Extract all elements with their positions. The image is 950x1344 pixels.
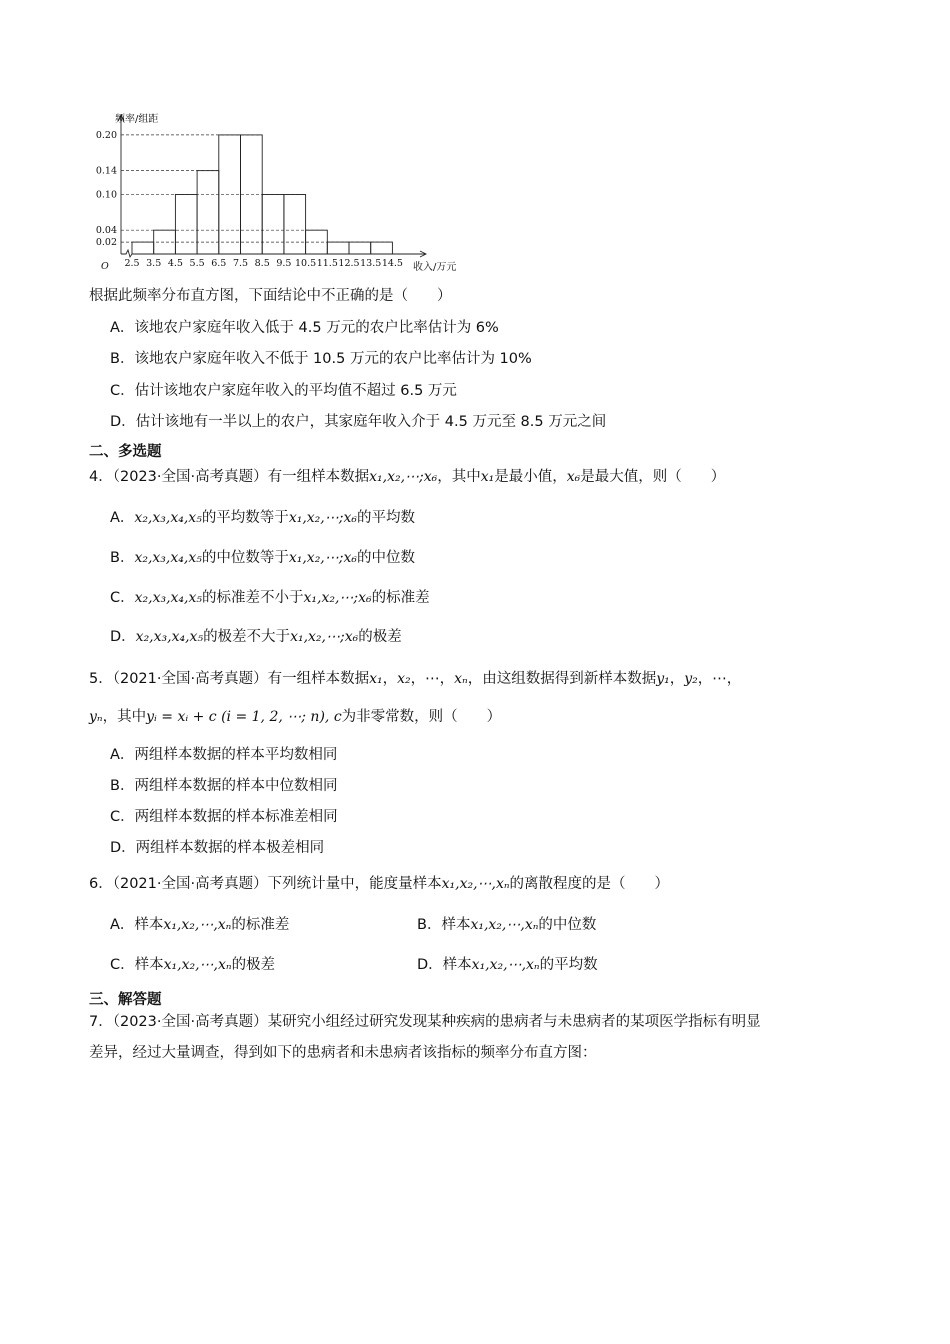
income-histogram [88, 105, 478, 277]
q6-option-a[interactable] [110, 915, 289, 935]
q6-stem-text: 下列统计量中，能度量样本 [267, 876, 442, 892]
histogram-bar [262, 194, 284, 254]
x-tick-label: 10.5 [295, 258, 317, 269]
option-label: C． [110, 590, 135, 606]
histogram-bar [349, 242, 371, 254]
q4-stem-text: 是最大值，则（ ） [580, 469, 726, 485]
option-label: D． [110, 629, 136, 645]
q5-option-a[interactable]: A．两组样本数据的样本平均数相同 [110, 747, 338, 763]
q5-formula: yᵢ = xᵢ + c (i = 1, 2, ⋯; n), c [146, 709, 342, 725]
q4-option-c[interactable] [110, 588, 430, 608]
x-tick-label: 5.5 [189, 258, 205, 269]
q6-stem [89, 874, 669, 894]
ellipsis: ，⋯， [410, 671, 455, 687]
q7-stem-text: 某研究小组经过研究发现某种疾病的患病者与未患病者的某项医学指标有明显 [267, 1014, 761, 1030]
q5-stem-text: 有一组样本数据 [267, 671, 370, 687]
q3-stem: 根据此频率分布直方图，下面结论中不正确的是（ ） [89, 288, 452, 304]
q3-option-a[interactable]: A．该地农户家庭年收入低于 4.5 万元的农户比率估计为 6% [110, 320, 499, 336]
q5-x2: x₂ [397, 671, 411, 687]
q5-yn: yₙ [89, 709, 103, 725]
section-heading-solution: 三、解答题 [89, 992, 162, 1008]
x-tick-labels [124, 258, 403, 269]
q7-number: 7． [89, 1014, 113, 1030]
q4-stem [89, 467, 725, 487]
q5-number: 5． [89, 671, 113, 687]
x-tick-label: 7.5 [232, 258, 249, 269]
option-text: 的平均数等于 [201, 510, 289, 526]
option-text: 的平均数 [356, 510, 415, 526]
y-tick-label: 0.04 [95, 225, 117, 237]
q5-source: （2021·全国·高考真题） [112, 671, 268, 687]
histogram-bar [175, 194, 197, 254]
q4-data-set: x₁,x₂,⋯;x₆ [369, 469, 438, 485]
histogram-bar [371, 242, 393, 254]
histogram-bar [132, 242, 154, 254]
q5-option-d[interactable]: D．两组样本数据的样本极差相同 [110, 840, 325, 856]
q4-stem-text: 有一组样本数据 [267, 469, 370, 485]
q5-stem-text: ，由这组数据得到新样本数据 [467, 671, 657, 687]
x-axis-label: 收入/万元 [413, 262, 457, 273]
option-label: A． [110, 917, 135, 933]
histogram-bar [197, 171, 219, 254]
q4-source: （2023·全国·高考真题） [112, 469, 268, 485]
q5-xn: xₙ [454, 671, 468, 687]
x-tick-label: 12.5 [338, 258, 360, 269]
q4-x1: x₁ [480, 469, 495, 485]
q5-x1: x₁ [369, 671, 383, 687]
q6-option-c[interactable] [110, 955, 275, 975]
x-tick-label: 8.5 [254, 258, 270, 269]
q4-option-d[interactable] [110, 627, 402, 647]
q5-stem-line2 [89, 707, 501, 727]
histogram-bar [327, 242, 349, 254]
q6-stem-text: 的离散程度的是（ ） [509, 876, 670, 892]
q4-full-set: x₁,x₂,⋯;x₆ [290, 629, 359, 645]
y-tick-label: 0.20 [95, 129, 117, 141]
option-text: 样本 [134, 957, 164, 973]
q4-full-set: x₁,x₂,⋯;x₆ [303, 590, 372, 606]
q4-stem-text: 是最小值， [494, 469, 567, 485]
q6-sample-set: x₁,x₂,⋯,xₙ [441, 876, 510, 892]
x-tick-label: 9.5 [276, 258, 292, 269]
q6-option-d[interactable] [417, 955, 598, 975]
option-text: 的极差不大于 [203, 629, 291, 645]
q6-option-b[interactable] [417, 915, 596, 935]
q5-stem-text: ，其中 [102, 709, 147, 725]
q4-full-set: x₁,x₂,⋯;x₆ [288, 510, 357, 526]
q5-y1: y₁ [656, 671, 670, 687]
q4-number: 4． [89, 469, 113, 485]
option-label: C． [110, 957, 135, 973]
q5-option-c[interactable]: C．两组样本数据的样本标准差相同 [110, 809, 338, 825]
x-axis [121, 250, 426, 257]
option-text: 的标准差 [371, 590, 430, 606]
q5-y2: y₂ [684, 671, 698, 687]
y-tick-label: 0.14 [95, 165, 117, 177]
q5-option-b[interactable]: B．两组样本数据的样本中位数相同 [110, 778, 338, 794]
y-axis-label: 频率/组距 [115, 114, 159, 125]
section-heading-multiple-choice: 二、多选题 [89, 444, 162, 460]
option-text: 的标准差不小于 [202, 590, 304, 606]
q4-option-b[interactable] [110, 548, 415, 568]
option-text: 的极差 [231, 957, 276, 973]
histogram-bar [284, 194, 306, 254]
q4-stem-text: ，其中 [437, 469, 481, 485]
q4-subset: x₂,x₃,x₄,x₅ [134, 510, 202, 526]
q3-option-c[interactable]: C．估计该地农户家庭年收入的平均值不超过 6.5 万元 [110, 383, 457, 399]
x-tick-label: 2.5 [124, 258, 140, 269]
q7-line1 [89, 1012, 761, 1032]
q4-full-set: x₁,x₂,⋯;x₆ [288, 550, 357, 566]
chart-axes [118, 115, 426, 257]
q6-sample-set: x₁,x₂,⋯,xₙ [470, 917, 539, 933]
option-text: 的中位数 [356, 550, 415, 566]
option-text: 的中位数 [538, 917, 597, 933]
origin-label: O [101, 261, 109, 272]
separator: ， [382, 671, 398, 687]
q4-subset: x₂,x₃,x₄,x₅ [135, 629, 204, 645]
q7-line2: 差异，经过大量调查，得到如下的患病者和未患病者该指标的频率分布直方图： [89, 1045, 597, 1061]
option-text: 样本 [442, 957, 472, 973]
option-text: 的极差 [358, 629, 402, 645]
x-tick-label: 11.5 [316, 258, 338, 269]
x-tick-label: 3.5 [146, 258, 162, 269]
x-tick-label: 4.5 [167, 258, 183, 269]
q6-sample-set: x₁,x₂,⋯,xₙ [163, 917, 232, 933]
q3-option-b[interactable]: B．该地农户家庭年收入不低于 10.5 万元的农户比率估计为 10% [110, 351, 532, 367]
y-tick-label: 0.10 [95, 189, 117, 201]
y-tick-labels [96, 130, 117, 248]
dashed-reference-lines [121, 135, 392, 242]
q4-x6: x₆ [566, 469, 581, 485]
x-tick-label: 13.5 [360, 258, 382, 269]
ellipsis: ，⋯， [697, 671, 742, 687]
q5-stem-text: 为非零常数，则（ ） [341, 709, 502, 725]
q4-subset: x₂,x₃,x₄,x₅ [134, 590, 203, 606]
q6-source: （2021·全国·高考真题） [112, 876, 268, 892]
option-label: B． [417, 917, 442, 933]
option-label: B． [110, 550, 135, 566]
option-text: 样本 [134, 917, 164, 933]
option-text: 的平均数 [539, 957, 598, 973]
separator: ， [669, 671, 685, 687]
q4-option-a[interactable] [110, 508, 415, 528]
x-tick-label: 14.5 [381, 258, 403, 269]
option-text: 的标准差 [231, 917, 290, 933]
option-text: 样本 [441, 917, 471, 933]
q6-sample-set: x₁,x₂,⋯,xₙ [163, 957, 232, 973]
q6-number: 6． [89, 876, 113, 892]
option-label: D． [417, 957, 443, 973]
x-tick-label: 6.5 [211, 258, 227, 269]
q6-sample-set: x₁,x₂,⋯,xₙ [471, 957, 540, 973]
option-label: A． [110, 510, 135, 526]
y-tick-label: 0.02 [95, 237, 117, 249]
q7-source: （2023·全国·高考真题） [112, 1014, 268, 1030]
q5-stem-line1 [89, 669, 741, 689]
q4-subset: x₂,x₃,x₄,x₅ [134, 550, 202, 566]
q3-option-d[interactable]: D．估计该地有一半以上的农户，其家庭年收入介于 4.5 万元至 8.5 万元之间 [110, 414, 607, 430]
option-text: 的中位数等于 [201, 550, 289, 566]
